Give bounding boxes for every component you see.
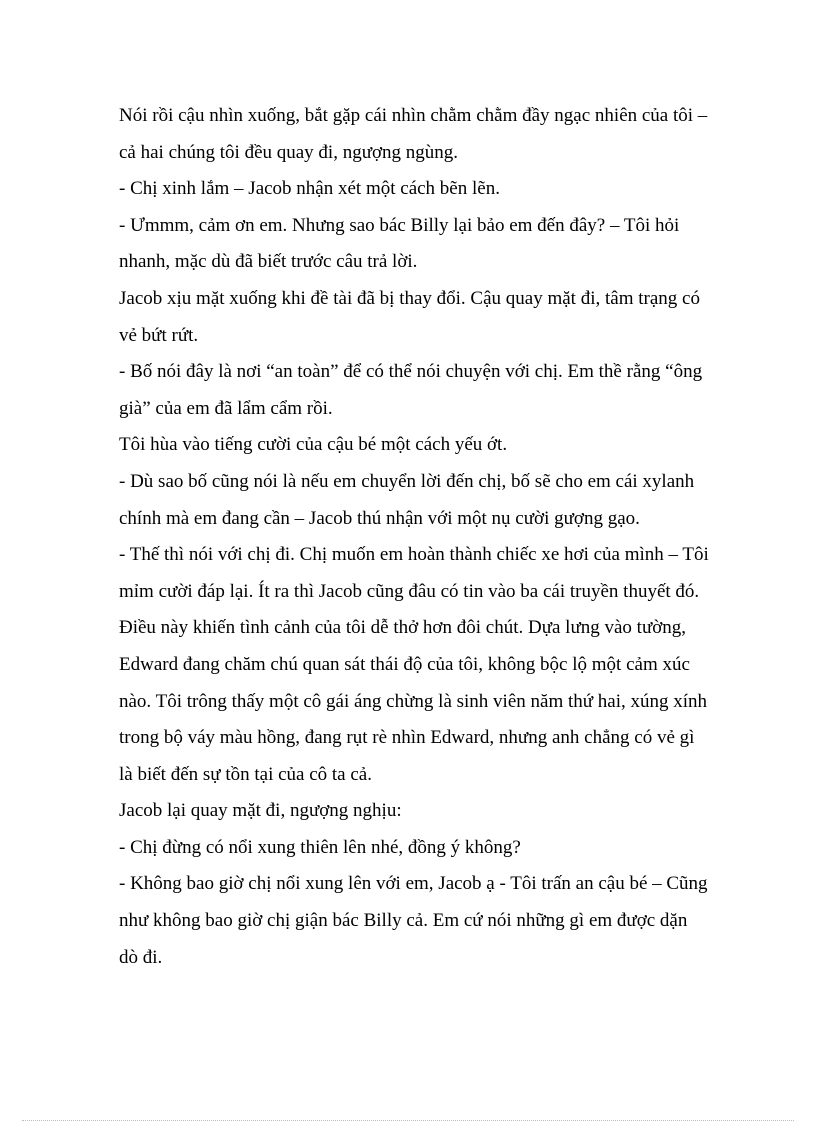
paragraph: - Dù sao bố cũng nói là nếu em chuyển lời đến chị, bố sẽ cho em cái xylanh chính mà em đang cần – Jacob thú nhận với một nụ cười gượng gạo. [119,470,695,529]
paragraph: - Không bao giờ chị nổi xung lên với em, Jacob ạ - Tôi trấn an cậu bé – Cũng như không bao giờ chị giận bác Billy cả. Em cứ nói những gì em được dặn dò đi. [119,873,708,968]
paragraph: - Chị đừng có nổi xung thiên lên nhé, đồng ý không? [119,836,521,858]
body-text [119,98,709,976]
paragraph: Jacob xịu mặt xuống khi đề tài đã bị thay đổi. Cậu quay mặt đi, tâm trạng có vẻ bứt rứt. [119,287,700,346]
paragraph: Tôi hùa vào tiếng cười của cậu bé một cách yếu ớt. [119,434,508,456]
paragraph: Jacob lại quay mặt đi, ngượng nghịu: [119,800,402,822]
footer-divider [22,1120,794,1121]
paragraph: - Ưmmm, cảm ơn em. Nhưng sao bác Billy lại bảo em đến đây? – Tôi hỏi nhanh, mặc dù đã biết trước câu trả lời. [119,214,680,273]
paragraph: - Bố nói đây là nơi “an toàn” để có thể nói chuyện với chị. Em thề rằng “ông già” của em đã lẩm cẩm rồi. [119,361,703,419]
paragraph: - Chị xinh lắm – Jacob nhận xét một cách bẽn lẽn. [119,178,500,200]
paragraph: Nói rồi cậu nhìn xuống, bắt gặp cái nhìn chằm chằm đầy ngạc nhiên của tôi – cả hai chúng tôi đều quay đi, ngượng ngùng. [119,105,708,163]
paragraph: - Thế thì nói với chị đi. Chị muốn em hoàn thành chiếc xe hơi của mình – Tôi mỉm cười đáp lại. Ít ra thì Jacob cũng đâu có tin vào ba cái truyền thuyết đó. Điều này khiến tình cảnh của tôi dễ thở hơn đôi chút. Dựa lưng vào tường, Edward đang chăm chú quan sát thái độ của tôi, không bộc lộ một cảm xúc nào. Tôi trông thấy một cô gái áng chừng là sinh viên năm thứ hai, xúng xính trong bộ váy màu hồng, đang rụt rè nhìn Edward, nhưng anh chẳng có vẻ gì là biết đến sự tồn tại của cô ta cả. [119,544,709,785]
